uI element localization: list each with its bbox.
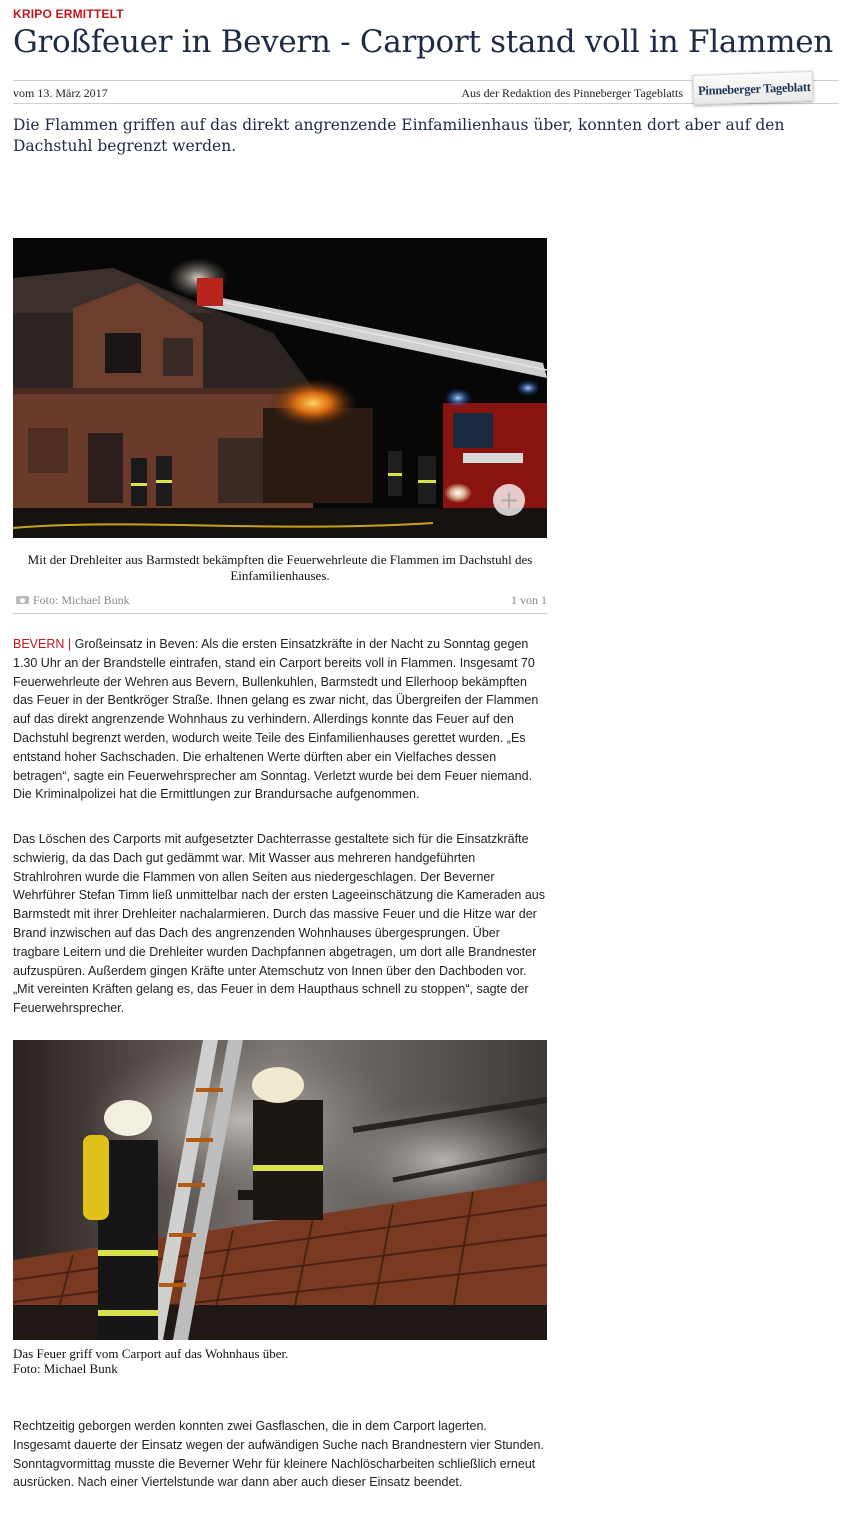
- zoom-image-button[interactable]: +: [493, 484, 525, 516]
- newspaper-logo-text: Pinneberger Tageblatt: [697, 79, 811, 98]
- gallery-counter: 1 von 1: [511, 593, 547, 607]
- paragraph-text: Großeinsatz in Beven: Als die ersten Einsatzkräfte in der Nacht zu Sonntag gegen 1.30 Uhr an der Brandstelle eintrafen, stand ein Carport bereits voll in Flammen. Insgesamt 70 Feuerwehrleute der Wehren aus Bevern, Bullenkuhlen, Barmstedt und Ellerhoop bekämpften das Feuer in der Bentkröger Straße. Ihnen gelang es zwar nicht, das Übergreifen der Flammen auf das direkt angrenzende Wohnhaus zu verhindern. Allerdings konnte das Feuer auf den Dachstuhl begrenzt werden, wodurch weite Teile des Einfamilienhauses gerettet wurden. „Es entstand hoher Sachschaden. Die erhaltenen Werte dürften aber ein Vielfaches dessen betragen“, sagte ein Feuerwehrsprecher am Sonntag. Verletzt wurde bei dem Feuer niemand. Die Kriminalpolizei hat die Ermittlungen zur Brandursache aufgenommen.: [13, 637, 539, 802]
- newspaper-logo[interactable]: [693, 71, 814, 105]
- article-teaser: Die Flammen griffen auf das direkt angrenzende Einfamilienhaus über, konnten dort aber auf den Dachstuhl begrenzt werden.: [13, 116, 785, 155]
- body-paragraph-2: Das Löschen des Carports mit aufgesetzter Dachterrasse gestaltete sich für die Einsatzkräfte schwierig, da das Dach gut gedämmt war. Mit Wasser aus mehreren handgeführten Strahlrohren wurde die Flammen von allen Seiten aus niedergeschlagen. Der Beverner Wehrführer Stefan Timm ließ unmittelbar nach der ersten Lageeinschätzung die Kameraden aus Barmstedt mit ihrer Drehleiter nachalarmieren. Durch das massive Feuer und die Hitze war der Brand inzwischen auf das Dach des angrenzenden Wohnhauses übergesprungen. Über tragbare Leitern und die Drehleiter wurden Dachpfannen abgetragen, um dort alle Brandnester aufzuspüren. Außerdem gingen Kräfte unter Atemschutz von Innen über den Dachboden vor. „Mit vereinten Kräften gelang es, das Feuer in dem Haupthaus schnell zu stoppen“, sagte der Feuerwehrsprecher.: [13, 832, 546, 1016]
- dateline: BEVERN: [13, 637, 65, 651]
- gallery-credit-row: [13, 591, 547, 614]
- firefighters-roof-image: [13, 1040, 547, 1340]
- article-kicker: KRIPO ERMITTELT: [13, 7, 124, 21]
- inline-photo-caption: Das Feuer griff vom Carport auf das Wohnhaus über.: [13, 1346, 289, 1361]
- article-headline: Großfeuer in Bevern - Carport stand voll in Flammen: [13, 24, 833, 60]
- camera-icon: [16, 596, 29, 604]
- inline-photo-image[interactable]: [13, 1040, 547, 1340]
- body-paragraph-3: Rechtzeitig geborgen werden konnten zwei Gasflaschen, die in dem Carport lagerten. Insgesamt dauerte der Einsatz wegen der aufwändigen Suche nach Brandnestern vier Stunden. Sonntagvormittag musste die Beverner Wehr für kleinere Nachlöscharbeiten schließlich erneut ausrücken. Nach einer Viertelstunde war dann aber auch dieser Einsatz beendet.: [13, 1419, 544, 1490]
- fire-ladder-night-image: [13, 238, 547, 538]
- gallery-photo[interactable]: [13, 238, 547, 538]
- source-line: Aus der Redaktion des Pinneberger Tageblatts: [461, 86, 683, 100]
- inline-photo: [13, 1040, 547, 1376]
- publish-date: vom 13. März 2017: [13, 86, 108, 100]
- gallery-caption: Mit der Drehleiter aus Barmstedt bekämpften die Feuerwehrleute die Flammen im Dachstuhl des Einfamilienhauses.: [27, 552, 533, 583]
- inline-photo-credit: Foto: Michael Bunk: [13, 1361, 118, 1376]
- photo-credit: Foto: Michael Bunk: [33, 593, 130, 607]
- body-paragraph-1: [13, 635, 547, 804]
- dateline-separator: |: [67, 637, 72, 651]
- article-meta-bar: [13, 80, 839, 104]
- photo-gallery: [13, 238, 547, 614]
